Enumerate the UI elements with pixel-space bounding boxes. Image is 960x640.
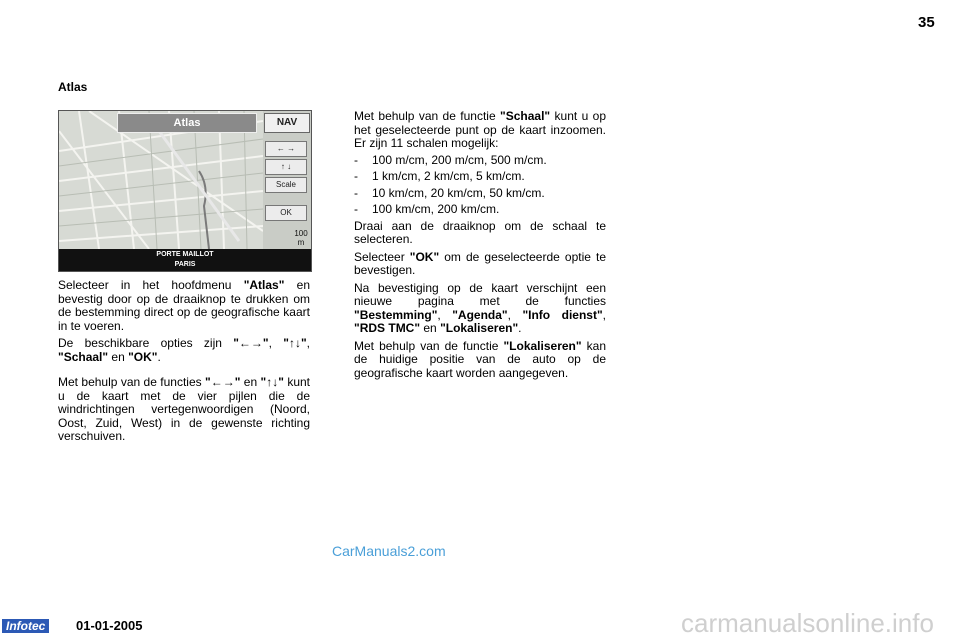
text-bold: "OK" <box>409 249 440 264</box>
scale-list <box>354 154 606 217</box>
text-bold: "Atlas" <box>243 278 285 292</box>
arrows-left-right-label: "←→" <box>205 375 241 389</box>
text-bold: "Bestemming" <box>354 307 438 322</box>
place-name: PORTE MAILLOT <box>156 251 214 258</box>
text: en bevestig door op de draaiknop te drukken om de bestemming direct op de geografische kaart in te voeren. <box>58 278 310 333</box>
paragraph <box>58 279 310 333</box>
text: Met behulp van de functies <box>58 375 206 389</box>
place-bar <box>59 249 311 272</box>
paragraph <box>354 251 606 278</box>
arrows-up-down-label: "↑↓" <box>260 375 284 389</box>
text-bold: "RDS TMC" <box>354 321 421 335</box>
paragraph: Draai aan de draaiknop om de schaal te selecteren. <box>354 218 606 246</box>
text: kunt u de kaart met de vier pijlen die de windrichtingen vertegenwoordigen (Noord, Oost, Zuid, West) in de gewenste richting verschuiven. <box>58 375 311 443</box>
text-bold: "Agenda" <box>452 307 508 322</box>
text-bold: "Lokaliseren" <box>440 321 519 335</box>
pan-vertical-button: ↑ ↓ <box>265 159 307 175</box>
zoom-unit: m <box>297 238 305 247</box>
text: , <box>437 307 453 322</box>
text: Met behulp van de functie <box>354 109 501 123</box>
text-bold: "Schaal" <box>500 109 551 123</box>
page-number: 35 <box>918 14 935 31</box>
arrows-up-down-label: "↑↓" <box>283 336 307 350</box>
section-title: Atlas <box>58 80 88 94</box>
text: Selecteer <box>354 249 410 264</box>
list-item: - 10 km/cm, 20 km/cm, 50 km/cm. <box>354 187 606 201</box>
text: Selecteer in het hoofdmenu <box>58 278 244 292</box>
text: kunt u op het geselecteerde punt op de kaart inzoomen. Er zijn 11 schalen mogelijk: <box>354 109 606 150</box>
nav-screen-image <box>58 110 312 272</box>
nav-badge: NAV <box>264 113 310 133</box>
text: kan de huidige positie van de auto op de geografische kaart worden aangegeven. <box>354 338 606 380</box>
paragraph <box>354 282 606 336</box>
text: om de geselecteerde optie te bevestigen. <box>354 249 606 277</box>
text: en <box>240 375 261 389</box>
list-item: - 1 km/cm, 2 km/cm, 5 km/cm. <box>354 170 606 184</box>
text: Met behulp van de functie <box>354 338 504 353</box>
infotec-logo: Infotec <box>2 619 49 633</box>
text: De beschikbare opties zijn <box>58 336 234 350</box>
text: en <box>108 349 129 364</box>
pan-horizontal-button: ← → <box>265 141 307 157</box>
text-bold: "Lokaliseren" <box>503 338 582 353</box>
text: . <box>518 321 522 335</box>
scale-button: Scale <box>265 177 307 193</box>
right-column <box>354 110 606 380</box>
text: . <box>157 349 161 364</box>
screen-title: Atlas <box>117 113 257 133</box>
arrows-left-right-label: "←→" <box>233 336 269 350</box>
watermark-link[interactable]: CarManuals2.com <box>332 543 446 559</box>
place-city: PARIS <box>174 261 196 268</box>
text: , <box>507 307 523 322</box>
paragraph <box>58 376 310 444</box>
text: , <box>268 336 284 350</box>
left-column <box>58 279 310 444</box>
zoom-readout <box>291 229 311 247</box>
zoom-value: 100 <box>294 229 308 238</box>
text-bold: "Schaal" <box>58 349 109 364</box>
text: en <box>420 321 441 335</box>
paragraph <box>354 340 606 381</box>
watermark-corner: carmanualsonline.info <box>681 608 934 638</box>
text-bold: "OK" <box>128 349 158 364</box>
text: Na bevestiging op de kaart verschijnt een nieuwe pagina met de functies <box>354 280 606 308</box>
text-bold: "Info dienst" <box>522 307 603 322</box>
text: , <box>602 307 606 322</box>
list-item: - 100 km/cm, 200 km/cm. <box>354 203 606 217</box>
ok-button: OK <box>265 205 307 221</box>
paragraph <box>58 337 310 364</box>
paragraph <box>354 110 606 151</box>
footer-date: 01-01-2005 <box>76 618 143 633</box>
list-item: - 100 m/cm, 200 m/cm, 500 m/cm. <box>354 154 606 168</box>
text: , <box>306 336 310 350</box>
